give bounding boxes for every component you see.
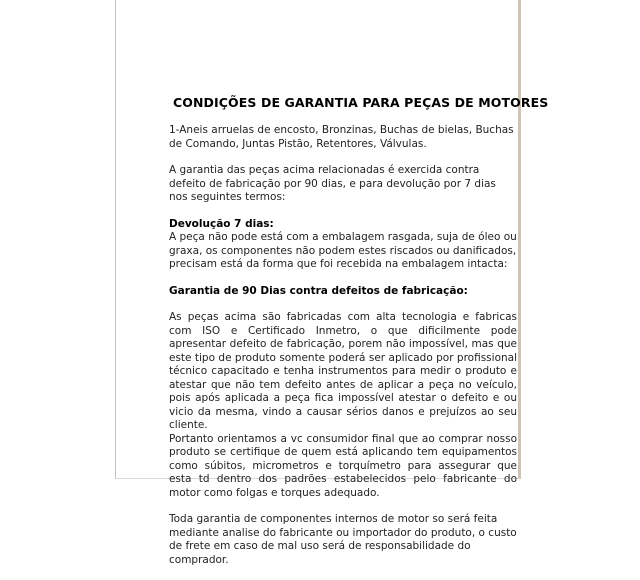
document-page <box>115 0 549 566</box>
page-title: CONDIÇÕES DE GARANTIA PARA PEÇAS DE MOTORES <box>173 95 549 110</box>
section-body-devolucao: A peça não pode está com a embalagem rasgada, suja de óleo ou graxa, os componentes não podem estes riscados ou danificados, precisam está da forma que foi recebida na embalagem intacta: <box>169 231 517 270</box>
section-heading-garantia-90: Garantia de 90 Dias contra defeitos de fabricação: <box>169 284 468 297</box>
parts-list-paragraph: 1-Aneis arruelas de encosto, Bronzinas, Buchas de bielas, Buchas de Comando, Juntas Pistão, Retentores, Válvulas. <box>169 124 514 150</box>
warranty-intro-paragraph: A garantia das peças acima relacionadas é exercida contra defeito de fabricação por 90 dias, e para devolução por 7 dias nos seguintes termos: <box>169 164 496 203</box>
section-devolucao-7-dias <box>169 218 517 272</box>
section-garantia-90-dias <box>169 285 517 501</box>
section-garantia-paragraph-2: Portanto orientamos a vc consumidor final que ao comprar nosso produto se certifique de quem está aplicando tem equipamentos como súbitos, micrometros e torquímetro para assegurar que esta td dentro dos padrões estabelecidos pelo fabricante do motor como folgas e torques adequado. <box>169 432 517 499</box>
section-heading-devolucao: Devolução 7 dias: <box>169 217 274 230</box>
closing-paragraph: Toda garantia de componentes internos de motor so será feita mediante analise do fabricante ou importador do produto, o custo de frete em caso de mal uso será de responsabilidade do comprador. <box>169 513 517 566</box>
document-content <box>169 95 549 580</box>
section-garantia-paragraph-1: As peças acima são fabricadas com alta tecnologia e fabricas com ISO e Certificado Inmetro, o que dificilmente pode apresentar defeito de fabricação, porem não impossível, mas que este tipo de produto somente poderá ser aplicado por profissional técnico capacitado e tenha instrumentos para medir o produto e atestar que não tem defeito antes de aplicar a peça no veículo, pois após aplicada a peça fica impossível atestar o defeito e ou vicio da mesma, vindo a causar sérios danos e prejuízos ao seu cliente. <box>169 311 517 431</box>
